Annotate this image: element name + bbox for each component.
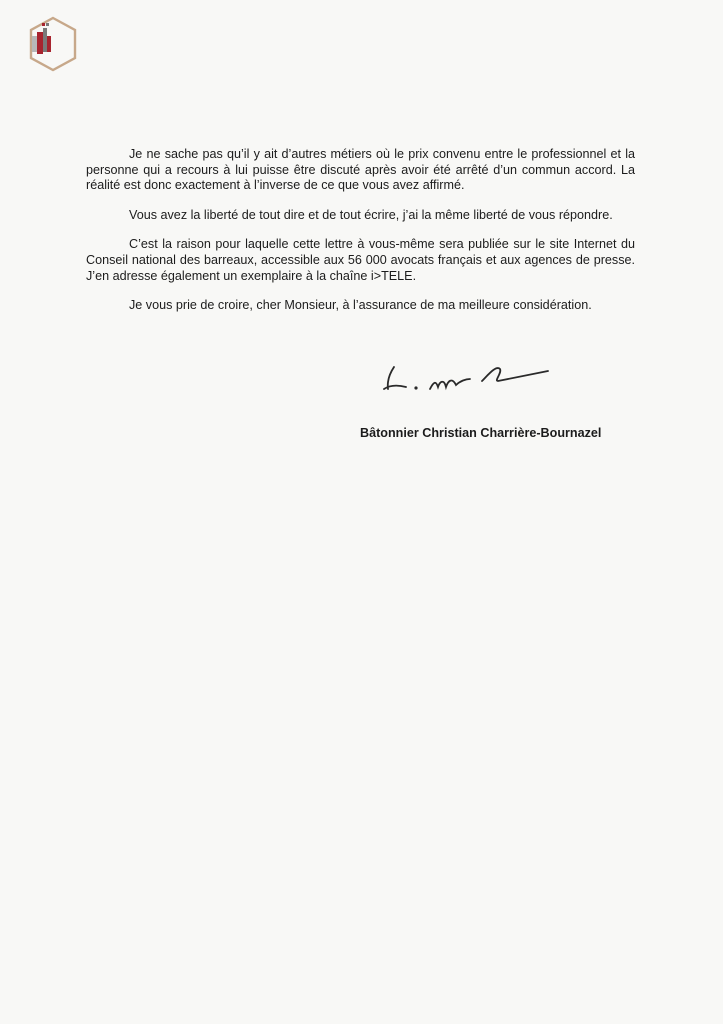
closing-formula: Je vous prie de croire, cher Monsieur, à l’assurance de ma meilleure considération. — [129, 298, 592, 313]
cnb-logo-icon — [28, 16, 78, 72]
signatory-name: Bâtonnier Christian Charrière-Bournazel — [360, 426, 602, 440]
letter-body — [86, 147, 635, 328]
paragraph-liberte: Vous avez la liberté de tout dire et de tout écrire, j’ai la même liberté de vous répondre. — [129, 207, 613, 222]
paragraph-publication: C’est la raison pour laquelle cette lettre à vous-même sera publiée sur le site Internet du Conseil national des barreaux, accessible aux 56 000 avocats français et aux agences de presse. J’en adresse également un exemplaire à la chaîne i>TELE. — [86, 237, 635, 283]
handwritten-signature-icon — [378, 355, 558, 403]
paragraph-prix-convenu: Je ne sache pas qu’il y ait d’autres métiers où le prix convenu entre le professionnel et la personne qui a recours à lui puisse être discuté après avoir été arrêté d’un commun accord. La réalité est donc exactement à l’inverse de ce que vous avez affirmé. — [86, 147, 635, 193]
